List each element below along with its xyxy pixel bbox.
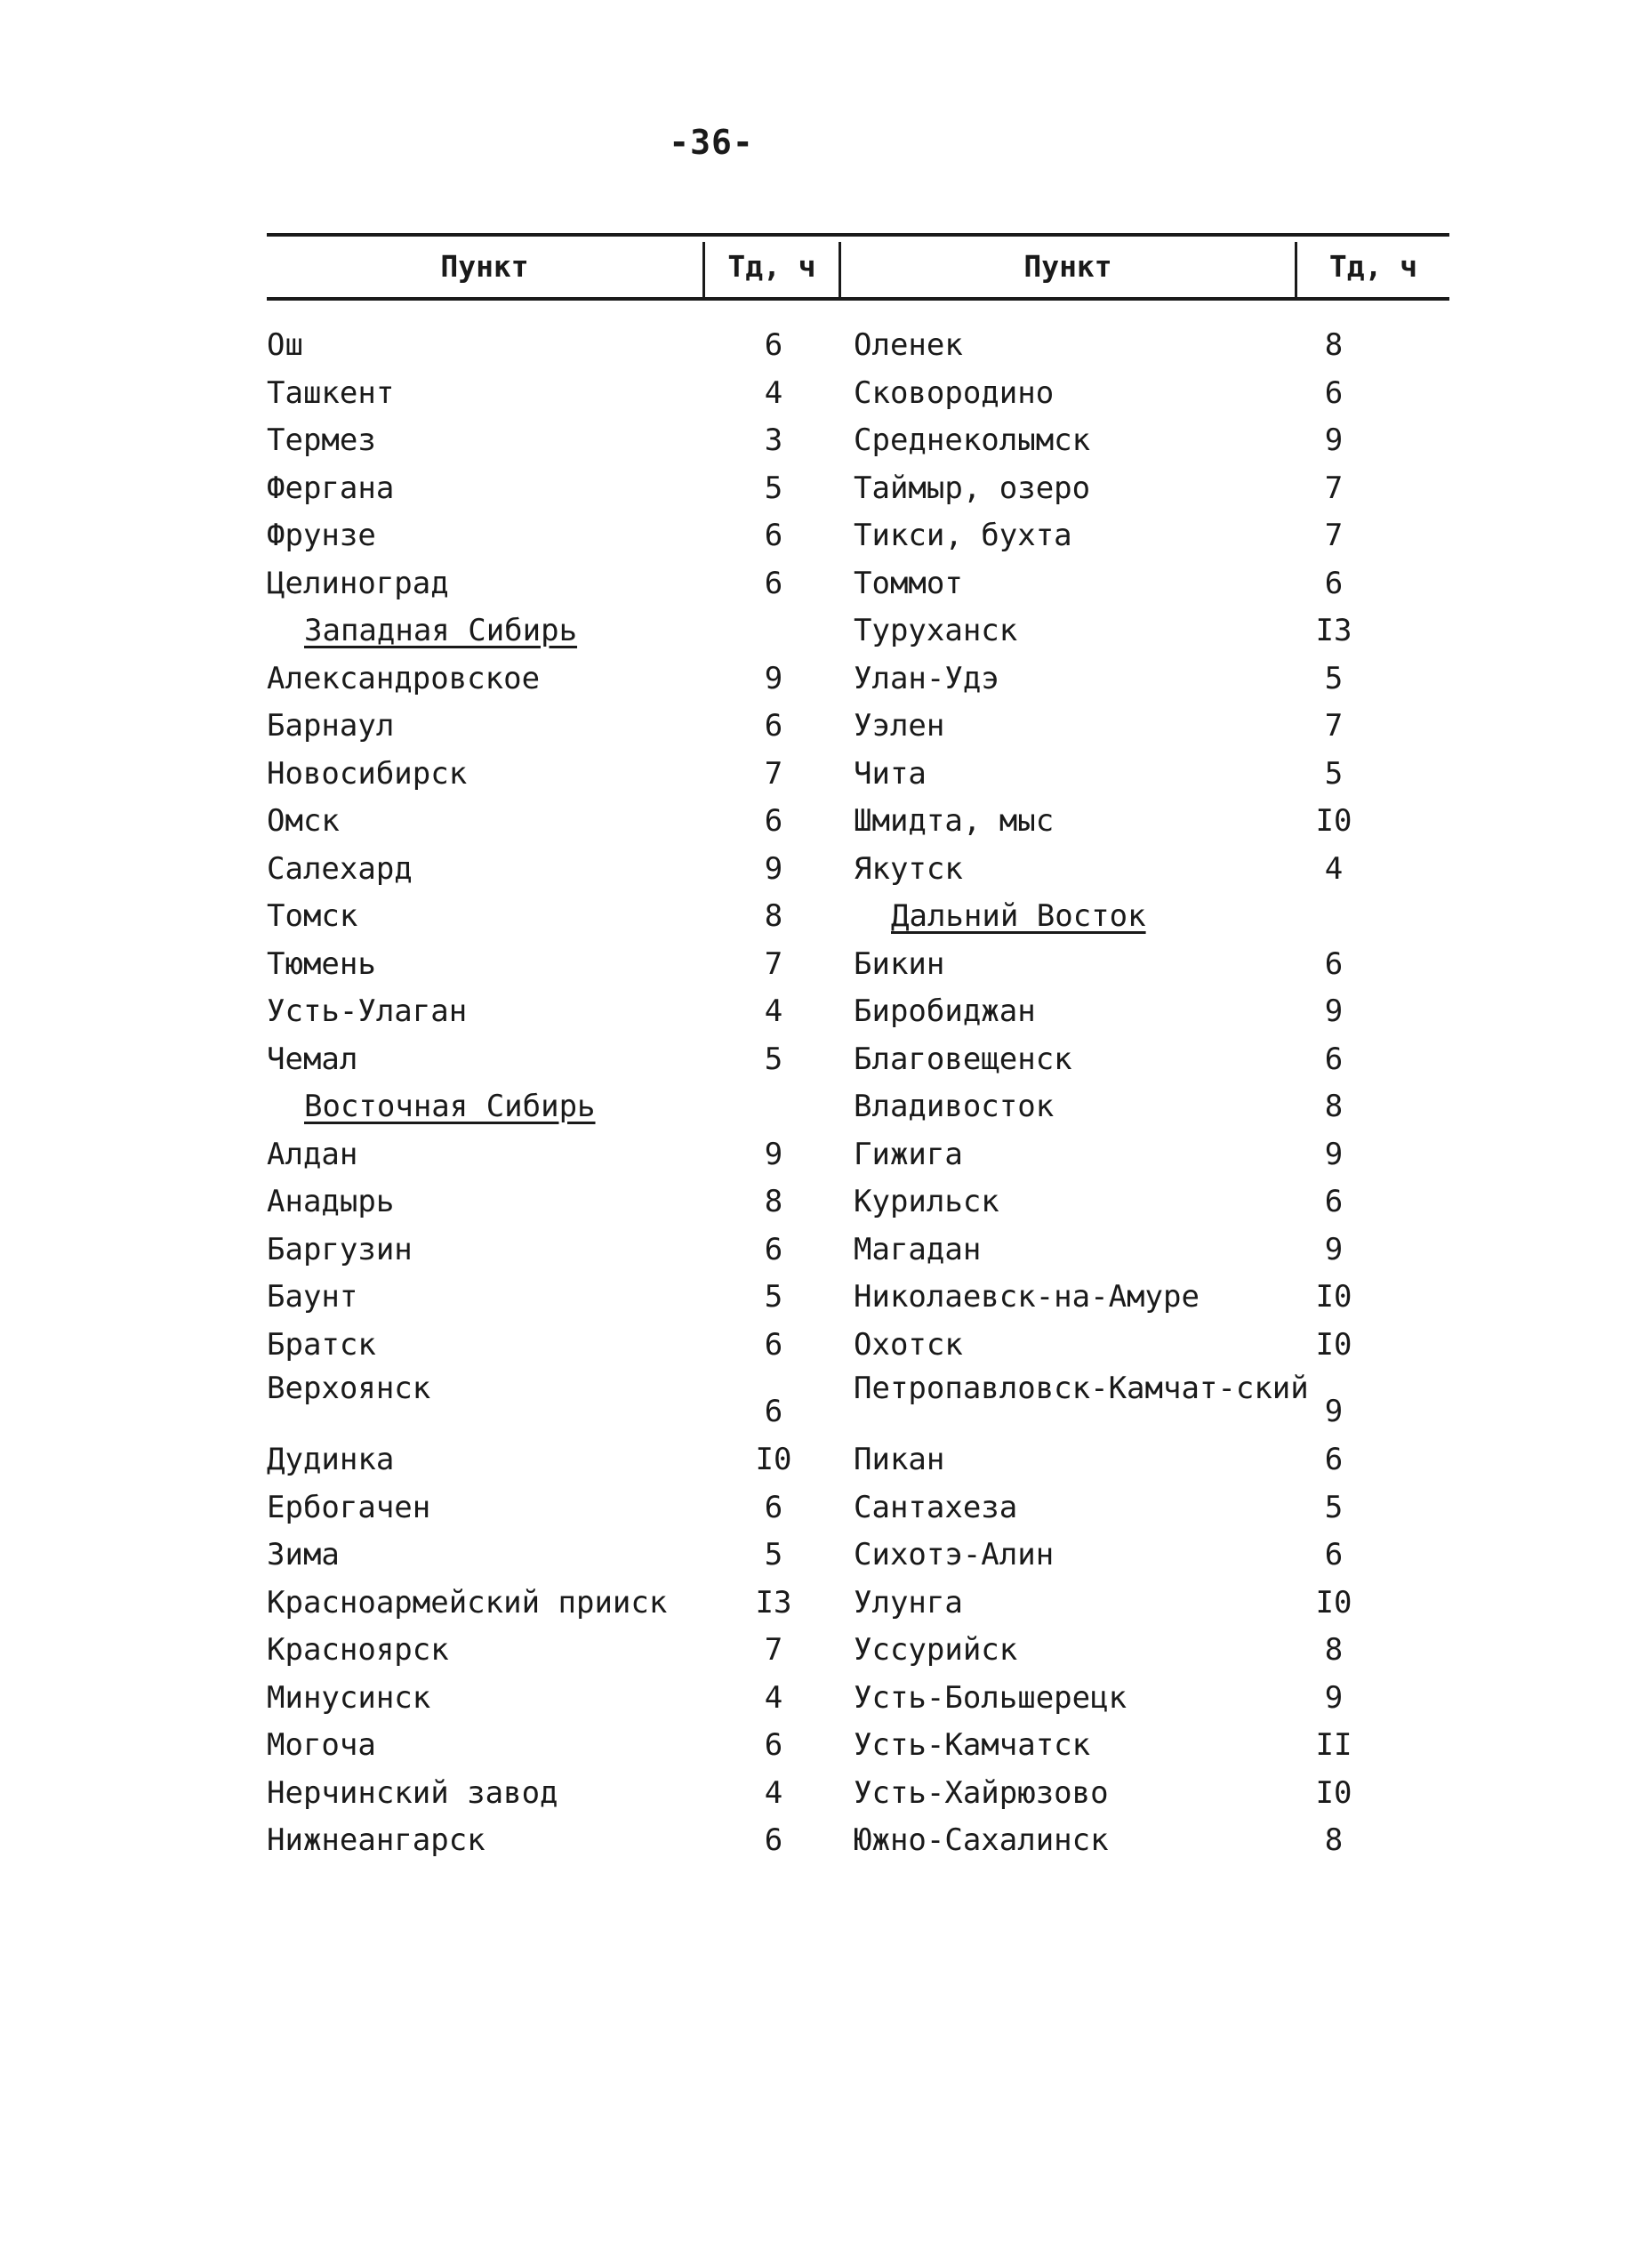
place-name: Благовещенск	[854, 1041, 1072, 1077]
td-value: I3	[1315, 613, 1352, 648]
place-name: Усть-Большерецк	[854, 1679, 1127, 1716]
place-name: Ош	[267, 327, 303, 363]
td-value: 6	[764, 1326, 783, 1363]
td-value: 6	[1324, 1041, 1344, 1077]
place-name: Минусинск	[267, 1679, 431, 1716]
place-name: Уссурийск	[854, 1632, 1018, 1668]
td-value: I0	[1315, 1584, 1352, 1621]
table-row	[854, 1722, 1449, 1770]
place-name: Могоча	[267, 1727, 376, 1763]
place-name: Улунга	[854, 1584, 963, 1621]
td-value: 5	[764, 1537, 783, 1572]
table-row	[854, 1178, 1449, 1226]
place-name: Пикан	[854, 1442, 945, 1477]
td-value: 8	[764, 1184, 783, 1219]
section-heading-row	[267, 607, 818, 655]
table-row	[267, 1226, 818, 1275]
header-right-place: Пункт	[1023, 249, 1112, 284]
table-row	[854, 1675, 1449, 1723]
table-row	[267, 417, 818, 465]
place-name: Салехард	[267, 850, 413, 887]
table-row	[854, 1036, 1449, 1084]
td-value: 6	[764, 708, 783, 744]
td-value: 5	[764, 1041, 783, 1077]
table-row	[854, 1131, 1449, 1179]
td-value: 9	[1324, 1136, 1344, 1172]
place-name: Баунт	[267, 1279, 358, 1315]
table-row	[267, 703, 818, 751]
td-value: 5	[1324, 755, 1344, 792]
place-name: Томск	[267, 898, 358, 934]
table-row	[854, 1532, 1449, 1580]
td-value: 6	[1324, 1184, 1344, 1219]
td-value: 7	[764, 1632, 783, 1668]
header-right-value: Тд, ч	[1328, 249, 1418, 284]
table-row	[854, 1369, 1449, 1436]
table-row	[854, 1436, 1449, 1484]
place-name: Николаевск-на-Амуре	[854, 1279, 1200, 1315]
place-name: Нижнеангарск	[267, 1822, 485, 1858]
table-row	[267, 512, 818, 560]
section-heading: Западная Сибирь	[304, 613, 578, 648]
table-row	[267, 322, 818, 370]
table-row	[854, 1484, 1449, 1532]
td-value: 8	[1324, 1822, 1344, 1858]
place-name: Термез	[267, 422, 376, 458]
place-name: Бикин	[854, 945, 945, 982]
place-name: Магадан	[854, 1231, 982, 1267]
table-row	[854, 560, 1449, 608]
td-value: II	[1315, 1727, 1352, 1763]
header-left-value: Тд, ч	[727, 249, 816, 284]
table-row	[854, 1322, 1449, 1370]
place-name: Дудинка	[267, 1442, 395, 1477]
place-name: Охотск	[854, 1326, 963, 1363]
table-row	[267, 798, 818, 846]
place-name: Чемал	[267, 1041, 358, 1077]
td-value: 3	[764, 422, 783, 458]
table-row	[267, 1274, 818, 1322]
table-row	[854, 703, 1449, 751]
table-row	[267, 1817, 818, 1865]
place-name: Анадырь	[267, 1184, 395, 1219]
place-name: Барнаул	[267, 708, 395, 744]
td-value: 6	[764, 1822, 783, 1858]
section-heading: Восточная Сибирь	[304, 1089, 596, 1124]
table-header-rule	[267, 297, 1449, 301]
td-value: 6	[1324, 1537, 1344, 1572]
table-row	[267, 1675, 818, 1723]
td-value: 7	[764, 945, 783, 982]
td-value: 5	[764, 1279, 783, 1315]
header-left-place: Пункт	[440, 249, 529, 284]
place-name: Верхоянск	[267, 1371, 431, 1406]
td-value: 6	[1324, 945, 1344, 982]
td-value: 6	[1324, 1442, 1344, 1477]
td-value: 9	[1324, 1231, 1344, 1267]
place-name: Улан-Удэ	[854, 660, 999, 696]
td-value: 6	[764, 1489, 783, 1525]
place-name: Алдан	[267, 1136, 358, 1172]
place-name: Таймыр, озеро	[854, 470, 1091, 506]
place-name: Новосибирск	[267, 755, 468, 792]
place-name: Оленек	[854, 327, 963, 363]
place-name: Тюмень	[267, 945, 376, 982]
table-row	[267, 846, 818, 894]
td-value: 6	[764, 327, 783, 363]
td-value: I0	[1315, 1326, 1352, 1363]
table-row	[854, 655, 1449, 704]
table-row	[854, 512, 1449, 560]
table-row	[267, 988, 818, 1036]
place-name: Петропавловск-Камчат-ский	[854, 1371, 1309, 1406]
td-value: 9	[764, 850, 783, 887]
place-name: Ташкент	[267, 374, 395, 411]
place-name: Среднеколымск	[854, 422, 1091, 458]
td-value: 7	[764, 755, 783, 792]
table-row	[267, 1532, 818, 1580]
table-row	[854, 1580, 1449, 1628]
td-value: 4	[764, 374, 783, 411]
table-row	[854, 322, 1449, 370]
place-name: Красноярск	[267, 1632, 449, 1668]
table-row	[854, 941, 1449, 989]
place-name: Тикси, бухта	[854, 518, 1072, 553]
table-row	[854, 1226, 1449, 1275]
td-value: 9	[764, 1136, 783, 1172]
section-heading-row	[267, 1083, 818, 1131]
place-name: Чита	[854, 755, 927, 792]
place-name: Курильск	[854, 1184, 999, 1219]
td-value: 8	[1324, 1632, 1344, 1668]
td-value: 5	[1324, 1489, 1344, 1525]
table-row	[854, 465, 1449, 513]
table-row	[854, 798, 1449, 846]
place-name: Фрунзе	[267, 518, 376, 553]
td-value: 9	[1324, 993, 1344, 1029]
place-name: Ербогачен	[267, 1489, 431, 1525]
place-name: Сантахеза	[854, 1489, 1018, 1525]
table-row	[854, 846, 1449, 894]
table-row	[267, 1131, 818, 1179]
left-column	[267, 322, 818, 1865]
table-row	[267, 655, 818, 704]
place-name: Нерчинский завод	[267, 1774, 558, 1811]
place-name: Якутск	[854, 850, 963, 887]
td-value: 9	[1324, 1394, 1344, 1429]
table-row	[854, 1770, 1449, 1818]
place-name: Александровское	[267, 660, 541, 696]
td-value: 5	[1324, 660, 1344, 696]
table-row	[267, 1484, 818, 1532]
place-name: Зима	[267, 1537, 340, 1572]
table-row	[267, 1770, 818, 1818]
td-value: 7	[1324, 708, 1344, 744]
place-name: Братск	[267, 1326, 376, 1363]
table-row	[267, 1322, 818, 1370]
place-name: Южно-Сахалинск	[854, 1822, 1109, 1858]
td-value: 9	[1324, 1679, 1344, 1716]
table-row	[854, 988, 1449, 1036]
place-name: Уэлен	[854, 708, 945, 744]
table-row	[267, 1580, 818, 1628]
td-value: I0	[1315, 1279, 1352, 1315]
table-row	[854, 417, 1449, 465]
place-name: Шмидта, мыс	[854, 803, 1055, 839]
table-row	[267, 1627, 818, 1675]
table-row	[267, 941, 818, 989]
td-value: 8	[1324, 1089, 1344, 1124]
place-name: Владивосток	[854, 1089, 1055, 1124]
td-value: 6	[764, 803, 783, 839]
place-name: Усть-Хайрюзово	[854, 1774, 1109, 1811]
td-value: 6	[1324, 374, 1344, 411]
td-value: 4	[764, 1774, 783, 1811]
td-value: I0	[755, 1442, 792, 1477]
td-value: I3	[755, 1584, 792, 1621]
td-value: 6	[1324, 565, 1344, 601]
section-heading-row	[854, 893, 1449, 941]
table-row	[854, 1274, 1449, 1322]
td-value: 7	[1324, 470, 1344, 506]
table-row	[854, 751, 1449, 799]
td-value: 4	[764, 1679, 783, 1716]
td-value: 4	[1324, 850, 1344, 887]
td-value: 8	[764, 898, 783, 934]
place-name: Баргузин	[267, 1231, 413, 1267]
place-name: Усть-Камчатск	[854, 1727, 1091, 1763]
td-value: 6	[764, 1394, 783, 1429]
td-value: 6	[764, 1231, 783, 1267]
table-row	[854, 1627, 1449, 1675]
table-row	[854, 607, 1449, 655]
td-value: 6	[764, 1727, 783, 1763]
place-name: Фергана	[267, 470, 395, 506]
place-name: Томмот	[854, 565, 963, 601]
td-value: 8	[1324, 327, 1344, 363]
table-row	[267, 1178, 818, 1226]
right-column	[854, 322, 1449, 1865]
table-row	[267, 1436, 818, 1484]
table-row	[267, 465, 818, 513]
table-row	[267, 1036, 818, 1084]
td-value: 4	[764, 993, 783, 1029]
table-row	[854, 1083, 1449, 1131]
td-value: 6	[764, 518, 783, 553]
td-value: 5	[764, 470, 783, 506]
place-name: Биробиджан	[854, 993, 1036, 1029]
place-name: Туруханск	[854, 613, 1018, 648]
place-name: Сковородино	[854, 374, 1055, 411]
place-name: Гижига	[854, 1136, 963, 1172]
td-value: 9	[764, 660, 783, 696]
td-value: I0	[1315, 1774, 1352, 1811]
td-value: 7	[1324, 518, 1344, 553]
table-row	[267, 370, 818, 418]
table-header	[267, 237, 1449, 297]
table-row	[854, 370, 1449, 418]
table-row	[854, 1817, 1449, 1865]
table-row	[267, 893, 818, 941]
place-name: Красноармейский прииск	[267, 1584, 668, 1621]
table-row	[267, 1369, 818, 1436]
place-name: Целиноград	[267, 565, 449, 601]
td-value: I0	[1315, 803, 1352, 839]
table-row	[267, 1722, 818, 1770]
td-value: 9	[1324, 422, 1344, 458]
place-name: Усть-Улаган	[267, 993, 468, 1029]
place-name: Омск	[267, 803, 340, 839]
table-row	[267, 560, 818, 608]
td-value: 6	[764, 565, 783, 601]
table-row	[267, 751, 818, 799]
section-heading: Дальний Восток	[891, 898, 1146, 934]
page-number: -36-	[669, 123, 754, 162]
place-name: Сихотэ-Алин	[854, 1537, 1055, 1572]
